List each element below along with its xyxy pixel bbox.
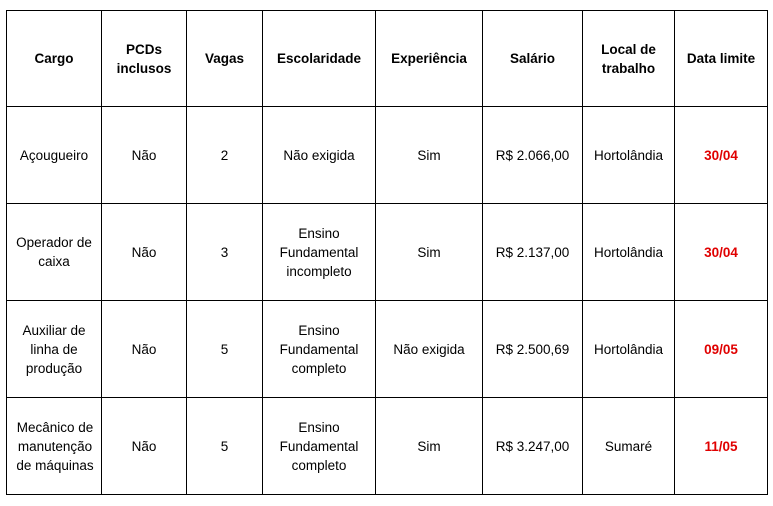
cell-data-limite: 09/05 [675, 301, 768, 398]
cell-local: Hortolândia [583, 107, 675, 204]
cell-cargo [7, 398, 102, 495]
cell-cargo: Açougueiro [7, 107, 102, 204]
cell-vagas: 5 [187, 398, 263, 495]
header-salario: Salário [483, 11, 583, 107]
header-experiencia: Experiência [376, 11, 483, 107]
cell-pcds: Não [102, 398, 187, 495]
cell-pcds: Não [102, 204, 187, 301]
table-row [7, 204, 768, 301]
cell-cargo [7, 204, 102, 301]
cell-escolaridade-text: Ensino Fundamental completo [279, 322, 359, 376]
cell-vagas: 5 [187, 301, 263, 398]
cell-data-limite: 30/04 [675, 107, 768, 204]
cell-vagas: 2 [187, 107, 263, 204]
cell-salario: R$ 2.066,00 [483, 107, 583, 204]
header-pcds [102, 11, 187, 107]
cell-local: Hortolândia [583, 301, 675, 398]
cell-data-limite: 11/05 [675, 398, 768, 495]
cell-escolaridade [263, 398, 376, 495]
table-row [7, 398, 768, 495]
cell-escolaridade-text: Ensino Fundamental incompleto [279, 225, 359, 279]
cell-cargo-text: Operador de caixa [16, 235, 92, 269]
cell-escolaridade: Não exigida [263, 107, 376, 204]
cell-salario: R$ 2.137,00 [483, 204, 583, 301]
table-row [7, 301, 768, 398]
header-data-limite: Data limite [675, 11, 768, 107]
cell-salario: R$ 3.247,00 [483, 398, 583, 495]
job-openings-table [6, 10, 768, 495]
header-escolaridade: Escolaridade [263, 11, 376, 107]
header-local-label: Local de trabalho [601, 41, 656, 76]
cell-cargo-text: Auxiliar de linha de produção [22, 322, 86, 376]
cell-cargo-text: Mecânico de manutenção de máquinas [16, 419, 94, 473]
cell-pcds: Não [102, 301, 187, 398]
header-cargo: Cargo [7, 11, 102, 107]
cell-pcds: Não [102, 107, 187, 204]
cell-experiencia: Não exigida [376, 301, 483, 398]
cell-local: Hortolândia [583, 204, 675, 301]
cell-escolaridade [263, 204, 376, 301]
table-header-row [7, 11, 768, 107]
cell-experiencia: Sim [376, 398, 483, 495]
cell-vagas: 3 [187, 204, 263, 301]
header-pcds-label: PCDs inclusos [116, 41, 172, 76]
cell-escolaridade [263, 301, 376, 398]
cell-experiencia: Sim [376, 107, 483, 204]
header-vagas: Vagas [187, 11, 263, 107]
cell-cargo [7, 301, 102, 398]
cell-salario: R$ 2.500,69 [483, 301, 583, 398]
cell-local: Sumaré [583, 398, 675, 495]
cell-experiencia: Sim [376, 204, 483, 301]
header-local [583, 11, 675, 107]
table-row [7, 107, 768, 204]
cell-escolaridade-text: Ensino Fundamental completo [279, 419, 359, 473]
cell-data-limite: 30/04 [675, 204, 768, 301]
